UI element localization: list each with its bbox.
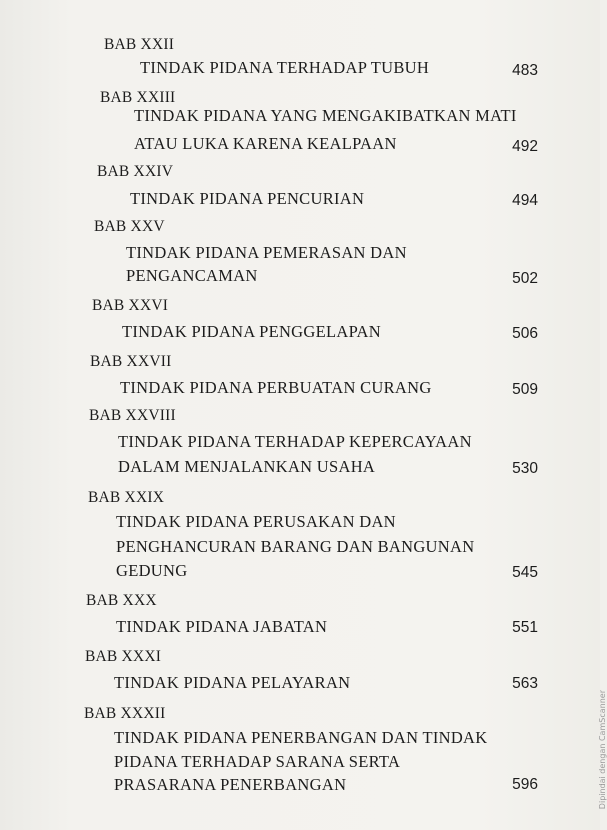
chapter-heading: BAB XXIV: [97, 163, 174, 180]
chapter-heading: BAB XXVI: [92, 297, 169, 314]
chapter-title-line: TINDAK PIDANA YANG MENGAKIBATKAN MATI: [134, 106, 517, 125]
chapter-title-line: PENGANCAMAN: [126, 266, 258, 285]
page-number: 509: [512, 381, 538, 398]
chapter-title-line: TINDAK PIDANA JABATAN: [116, 617, 328, 636]
page-number: 545: [512, 564, 538, 581]
chapter-heading: BAB XXII: [104, 36, 175, 53]
chapter-title-line: DALAM MENJALANKAN USAHA: [118, 457, 376, 476]
chapter-heading: BAB XXV: [94, 218, 165, 235]
chapter-title-line: TINDAK PIDANA PELAYARAN: [114, 673, 351, 692]
page-number: 596: [512, 776, 538, 793]
page-number: 563: [512, 675, 538, 692]
chapter-title-line: PIDANA TERHADAP SARANA SERTA: [114, 752, 401, 771]
chapter-title-line: TINDAK PIDANA TERHADAP KEPERCAYAAN: [118, 432, 472, 451]
chapter-title-line: TINDAK PIDANA PENCURIAN: [130, 189, 365, 208]
chapter-title-line: ATAU LUKA KARENA KEALPAAN: [134, 134, 397, 153]
chapter-title-line: PRASARANA PENERBANGAN: [114, 775, 347, 794]
chapter-title-line: GEDUNG: [116, 561, 188, 580]
chapter-heading: BAB XXX: [86, 592, 157, 609]
page-number: 530: [512, 460, 538, 477]
chapter-heading: BAB XXVII: [90, 353, 172, 370]
chapter-heading: BAB XXXI: [85, 648, 162, 665]
page-number: 483: [512, 62, 538, 79]
page-number: 551: [512, 619, 538, 636]
chapter-title-line: TINDAK PIDANA PERUSAKAN DAN: [116, 512, 396, 531]
chapter-title-line: PENGHANCURAN BARANG DAN BANGUNAN: [116, 537, 475, 556]
chapter-title-line: TINDAK PIDANA TERHADAP TUBUH: [140, 58, 430, 77]
page-number: 494: [512, 192, 538, 209]
chapter-title-line: TINDAK PIDANA PERBUATAN CURANG: [120, 378, 432, 397]
chapter-heading: BAB XXXII: [84, 705, 166, 722]
chapter-heading: BAB XXIII: [100, 89, 176, 106]
chapter-heading: BAB XXIX: [88, 489, 165, 506]
page-number: 502: [512, 270, 538, 287]
page-number: 492: [512, 138, 538, 155]
chapter-heading: BAB XXVIII: [89, 407, 176, 424]
scanner-watermark: Dipindai dengan CamScanner: [598, 690, 607, 810]
chapter-title-line: TINDAK PIDANA PENERBANGAN DAN TINDAK: [114, 728, 488, 747]
page-number: 506: [512, 325, 538, 342]
chapter-title-line: TINDAK PIDANA PEMERASAN DAN: [126, 243, 407, 262]
chapter-title-line: TINDAK PIDANA PENGGELAPAN: [122, 322, 381, 341]
